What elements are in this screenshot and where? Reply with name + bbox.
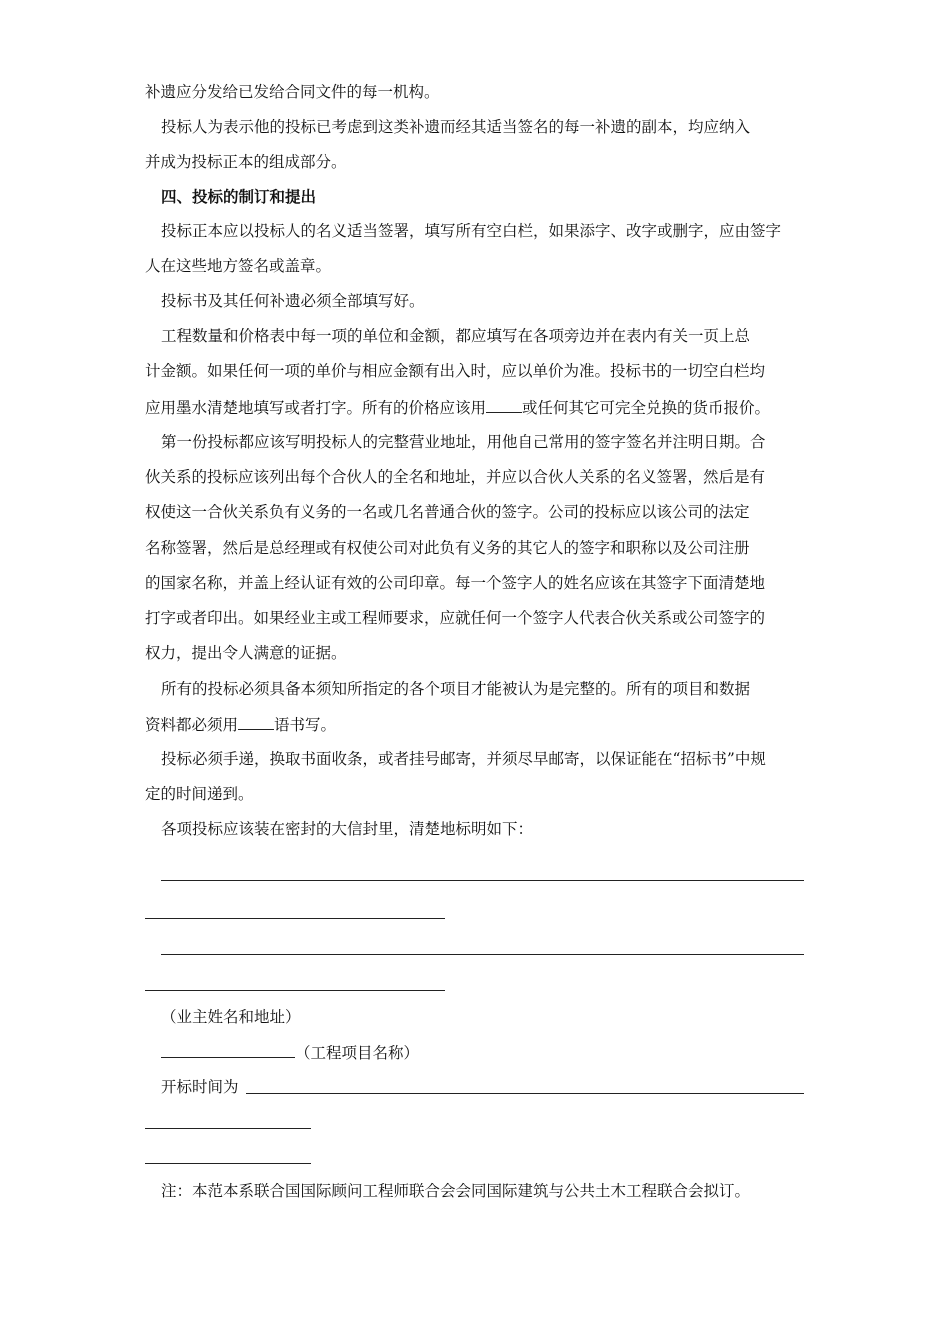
project-blank — [161, 1042, 295, 1058]
paragraph-line: 人在这些地方签名或盖章。 — [145, 257, 332, 275]
blank-line — [145, 1128, 311, 1129]
paragraph-line: 第一份投标都应该写明投标人的完整营业地址，用他自己常用的签字签名并注明日期。合 — [161, 433, 766, 451]
paragraph-line: 伙关系的投标应该列出每个合伙人的全名和地址，并应以合伙人关系的名义签署，然后是有 — [145, 468, 766, 486]
currency-blank — [486, 397, 522, 413]
paragraph-line: 并成为投标正本的组成部分。 — [145, 153, 347, 171]
language-blank — [238, 714, 274, 730]
paragraph-line: 投标人为表示他的投标已考虑到这类补遗而经其适当签名的每一补遗的副本，均应纳入 — [161, 118, 751, 136]
paragraph-text: 或任何其它可完全兑换的货币报价。 — [522, 399, 771, 417]
blank-line — [145, 1163, 311, 1164]
paragraph-line: 名称签署，然后是总经理或有权使公司对此负有义务的其它人的签字和职称以及公司注册 — [145, 539, 750, 557]
section-heading: 四、投标的制订和提出 — [161, 187, 317, 206]
paragraph-line: 投标正本应以投标人的名义适当签署，填写所有空白栏，如果添字、改字或删字，应由签字 — [161, 222, 782, 240]
paragraph-line: 计金额。如果任何一项的单价与相应金额有出入时，应以单价为准。投标书的一切空白栏均 — [145, 362, 766, 380]
paragraph-line: 各项投标应该装在密封的大信封里，清楚地标明如下： — [161, 820, 534, 838]
paragraph-text: 语书写。 — [274, 716, 337, 734]
paragraph-line: 投标书及其任何补遗必须全部填写好。 — [161, 292, 425, 310]
open-time-label: 开标时间为 — [161, 1078, 239, 1096]
blank-line — [246, 1093, 804, 1094]
paragraph-line: 的国家名称，并盖上经认证有效的公司印章。每一个签字人的姓名应该在其签字下面清楚地 — [145, 574, 766, 592]
paragraph-line: 所有的投标必须具备本须知所指定的各个项目才能被认为是完整的。所有的项目和数据 — [161, 680, 751, 698]
project-label: （工程项目名称） — [295, 1044, 420, 1062]
blank-line — [145, 918, 445, 919]
paragraph-text: 资料都必须用 — [145, 716, 239, 734]
paragraph-line: 权使这一合伙关系负有义务的一名或几名普通合伙的签字。公司的投标应以该公司的法定 — [145, 503, 750, 521]
paragraph-line: 工程数量和价格表中每一项的单位和金额，都应填写在各项旁边并在表内有关一页上总 — [161, 327, 751, 345]
paragraph-text: 应用墨水清楚地填写或者打字。所有的价格应该用 — [145, 399, 487, 417]
paragraph-line — [145, 714, 805, 735]
project-line — [161, 1042, 805, 1063]
paragraph-line — [145, 397, 805, 418]
blank-line — [161, 880, 804, 881]
paragraph-line: 补遗应分发给已发给合同文件的每一机构。 — [145, 83, 440, 101]
owner-label: （业主姓名和地址） — [161, 1008, 301, 1026]
footnote: 注：本范本系联合国国际顾问工程师联合会会同国际建筑与公共土木工程联合会拟订。 — [161, 1182, 751, 1200]
paragraph-line: 权力，提出令人满意的证据。 — [145, 644, 347, 662]
paragraph-line: 打字或者印出。如果经业主或工程师要求，应就任何一个签字人代表合伙关系或公司签字的 — [145, 609, 766, 627]
paragraph-line: 定的时间递到。 — [145, 785, 254, 803]
blank-line — [145, 990, 445, 991]
blank-line — [161, 954, 804, 955]
open-time-line — [161, 1077, 805, 1097]
paragraph-line: 投标必须手递，换取书面收条，或者挂号邮寄，并须尽早邮寄，以保证能在“招标书”中规 — [161, 750, 766, 768]
